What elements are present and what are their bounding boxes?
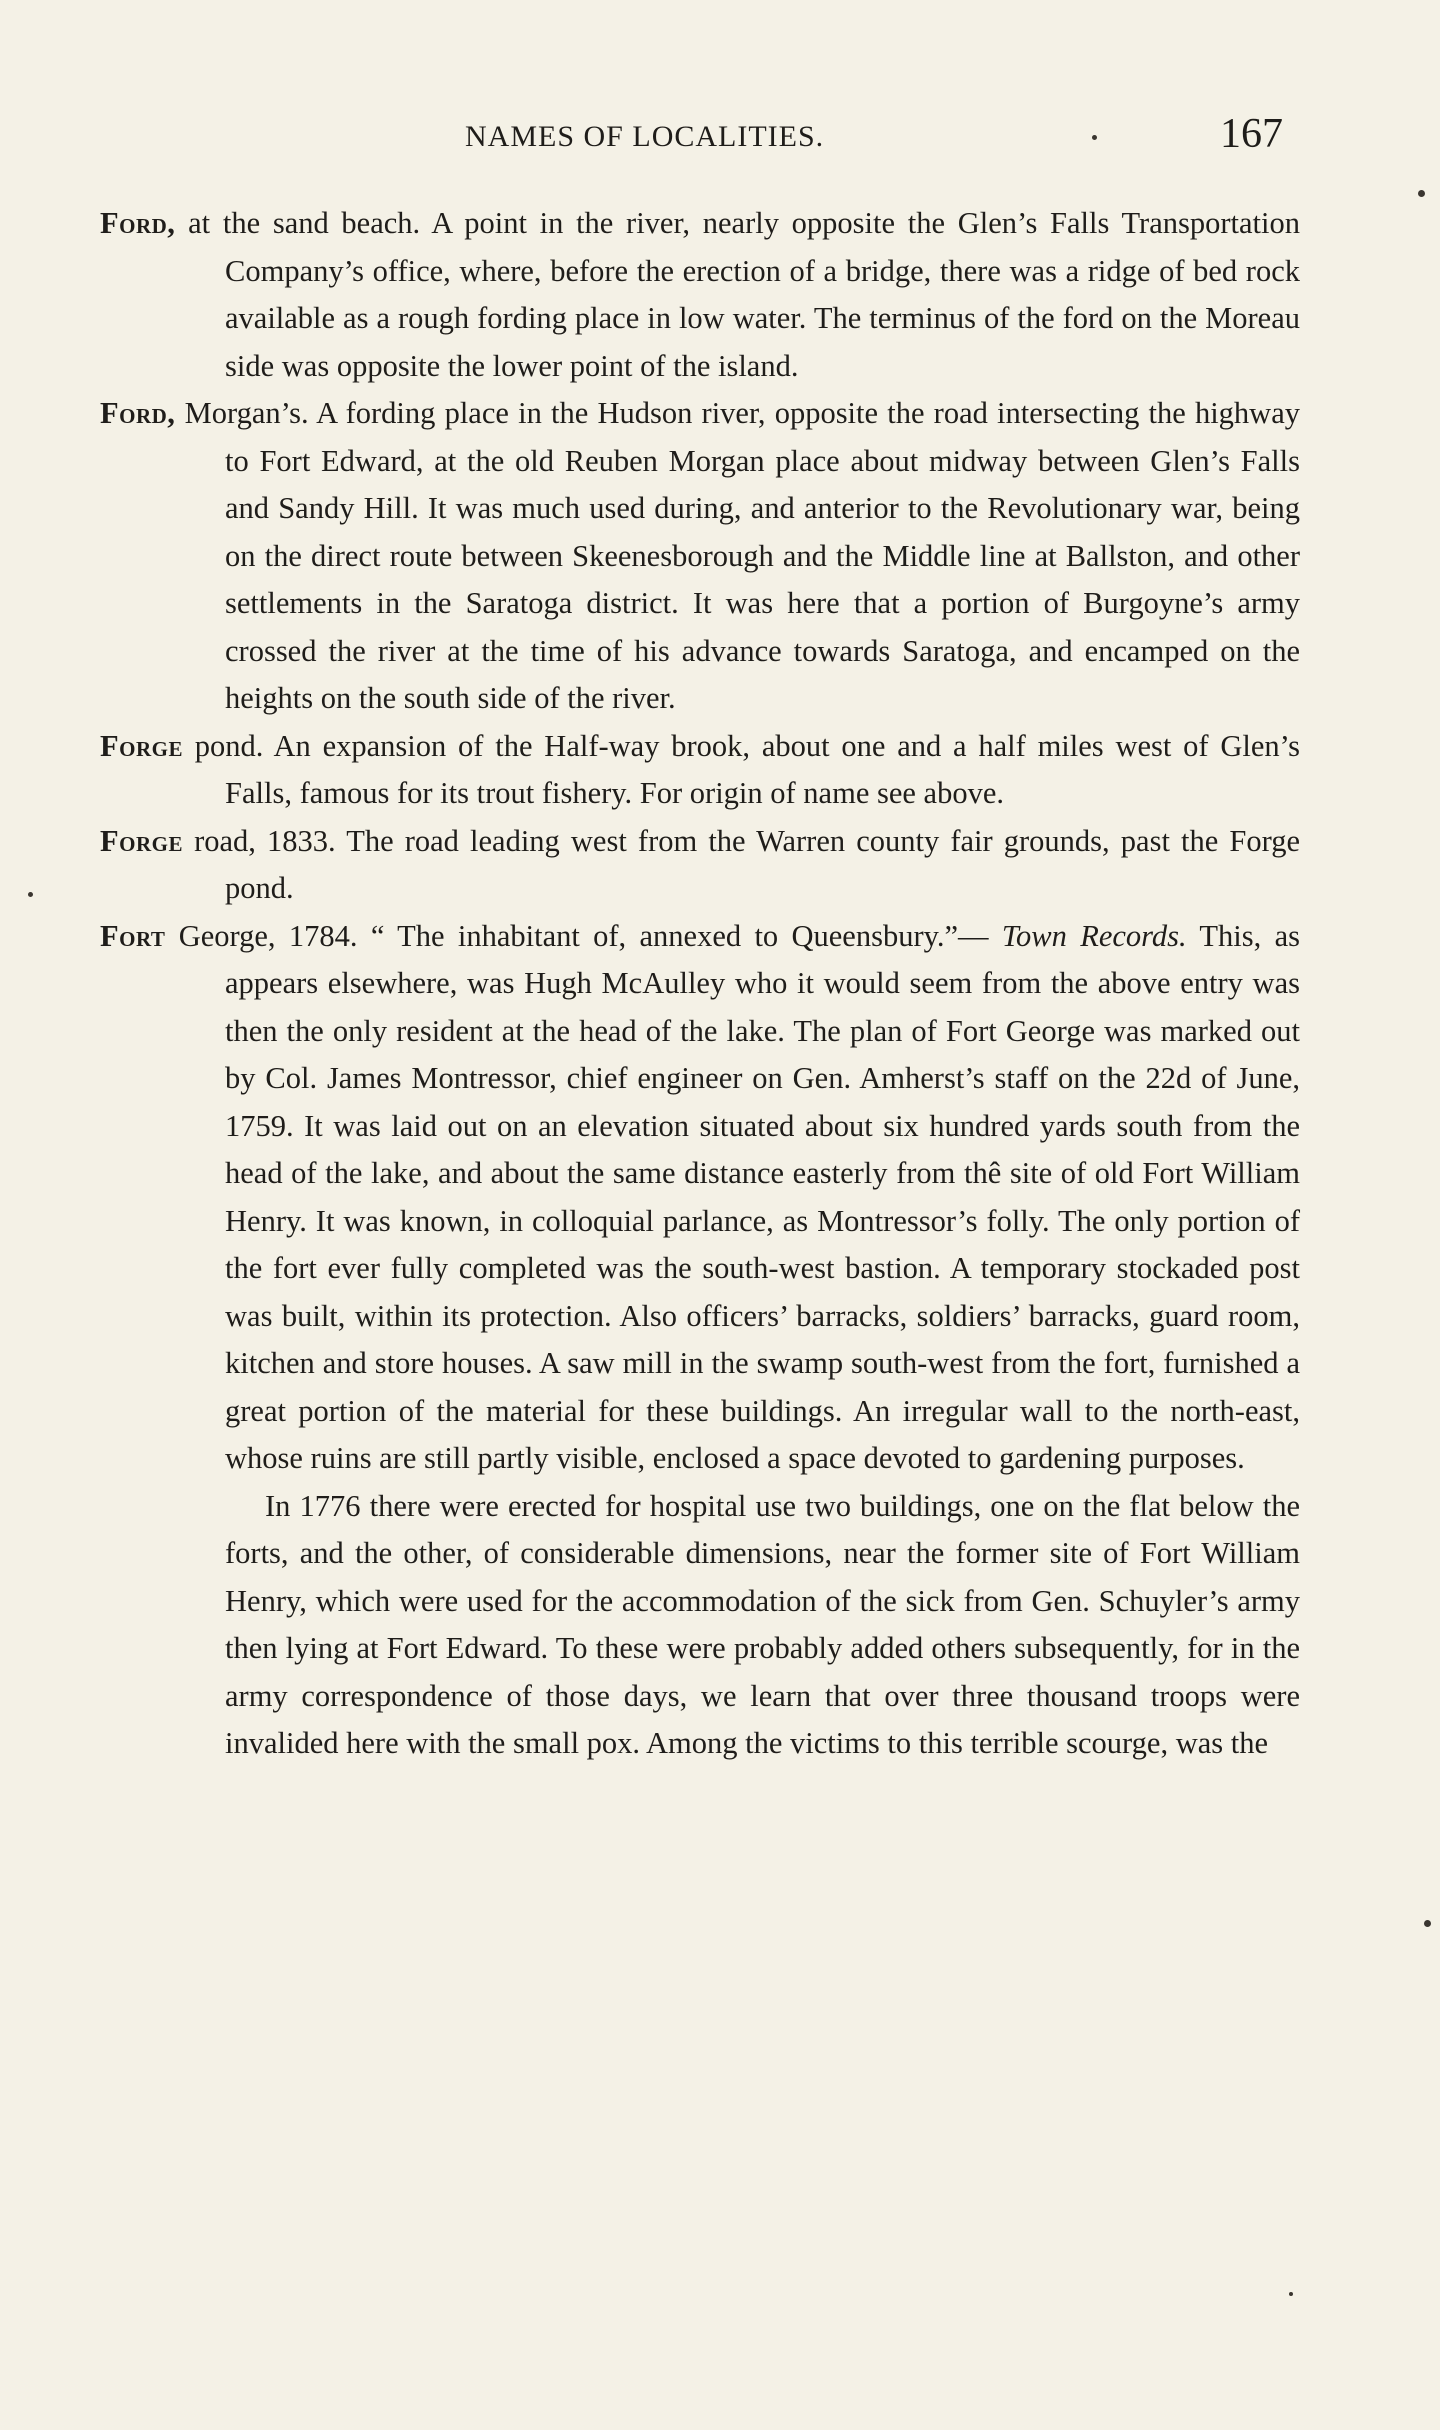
entry-forge-road [100,818,1300,913]
running-head [0,110,1300,170]
entry-ford-sand-beach [100,200,1300,390]
ink-speck [28,892,33,897]
ink-speck [1289,2292,1293,2296]
entry-forge-pond [100,723,1300,818]
entry-headword: Forge [100,728,183,763]
continuation-paragraph [100,1483,1300,1768]
entry-fort-george [100,913,1300,1483]
entry-text: at the sand beach. A point in the river, nearly opposite the Glen’s Falls Transportation Company’s office, where, before the erection of a bridge, there was a ridge of bed rock available as a rough fording place in low water. The terminus of the ford on the Moreau side was opposite the lower point of the island. [175,206,1300,383]
entry-text: Morgan’s. A fording place in the Hudson river, opposite the road intersecting the highway to Fort Edward, at the old Reuben Morgan place about midway between Glen’s Falls and Sandy Hill. It was much used during, and anterior to the Revolutionary war, being on the direct route between Skeenesborough and the Middle line at Ballston, and other settlements in the Saratoga district. It was here that a portion of Burgoyne’s army crossed the river at the time of his advance towards Saratoga, and encamped on the heights on the south side of the river. [175,396,1300,715]
entry-headword: Fort [100,918,166,953]
entry-text-continued: This, as appears elsewhere, was Hugh McAulley who it would seem from the above entry was then the only resident at the head of the lake. The plan of Fort George was marked out by Col. James Montressor, chief engineer on Gen. Amherst’s staff on the 22d of June, 1759. It was laid out on an elevation situated about six hundred yards south from the head of the lake, and about the same distance easterly from thê site of old Fort William Henry. It was known, in colloquial parlance, as Montressor’s folly. The only portion of the fort ever fully completed was the south-west bastion. A temporary stockaded post was built, within its protection. Also officers’ barracks, soldiers’ barracks, guard room, kitchen and store houses. A saw mill in the swamp south-west from the fort, furnished a great portion of the material for these buildings. An irregular wall to the north-east, whose ruins are still partly visible, enclosed a space devoted to gardening purposes. [225,918,1300,1475]
ink-speck [1418,190,1425,197]
ink-speck [1092,135,1097,140]
page-number: 167 [1220,111,1283,157]
paragraph-text: In 1776 there were erected for hospital use two buildings, one on the flat below the forts, and the other, of considerable dimensions, near the former site of Fort William Henry, which were used for the accommodation of the sick from Gen. Schuyler’s army then lying at Fort Edward. To these were probably added others subsequently, for in the army correspondence of those days, we learn that over three thousand troops were invalided here with the small pox. Among the victims to this terrible scourge, was the [225,1488,1300,1760]
entry-headword: Ford, [100,206,176,240]
citation-town-records: Town Records. [1001,918,1187,953]
entry-headword: Ford, [100,396,176,430]
entry-ford-morgans [100,390,1300,723]
entry-text: pond. An expansion of the Half-way brook, about one and a half miles west of Glen’s Falls, famous for its trout fishery. For origin of name see above. [182,728,1300,810]
running-title: NAMES OF LOCALITIES. [465,120,825,153]
entry-text: road, 1833. The road leading west from the Warren county fair grounds, past the Forge pond. [182,823,1300,905]
ink-speck [1424,1920,1431,1927]
entry-text: George, 1784. “ The inhabitant of, annexed to Queensbury.”— [165,918,1002,953]
entry-headword: Forge [100,823,183,858]
body-text [100,200,1300,1768]
